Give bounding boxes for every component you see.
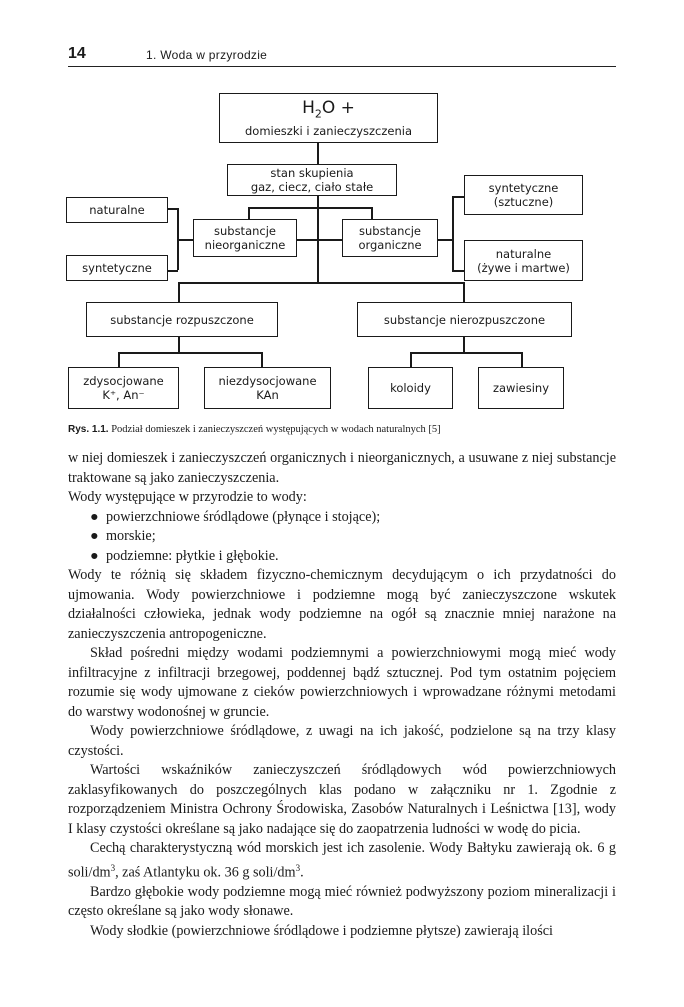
dissociated-box: zdysocjowane K⁺, An⁻ — [68, 367, 179, 409]
connector-line — [167, 208, 178, 210]
connector-line — [178, 282, 180, 302]
paragraph: Wody występujące w przyrodzie to wody: — [68, 489, 307, 505]
paragraph: w niej domieszek i zanieczyszczeń organicznych i nieorganicznych, a usuwane z niej substancje traktowane są jako zanieczyszczenia. — [68, 450, 616, 486]
connector-line — [118, 352, 120, 367]
paragraph: Bardzo głębokie wody podziemne mogą mieć również podwyższony poziom mineralizacji i często określane są jako wody słonawe. — [68, 883, 616, 920]
impurities-label: domieszki i zanieczyszczenia — [245, 124, 412, 139]
connector-line — [521, 352, 523, 367]
paragraph: Cechą charakterystyczną wód morskich jest ich zasolenie. Wody Bałtyku zawierają ok. 6 g soli/$dm^3$, zaś Atlantyku ok. 36 g soli/$dm^3$. — [68, 840, 616, 881]
connector-line — [167, 270, 178, 272]
figure-caption-text: Podział domieszek i zanieczyszczeń występujących w wodach naturalnych [5] — [111, 424, 441, 435]
connector-line — [178, 336, 180, 353]
connector-line — [178, 282, 464, 284]
figure-caption — [68, 424, 441, 435]
connector-line — [437, 239, 453, 241]
paragraph: Wody powierzchniowe śródlądowe, z uwagi na ich jakość, podzielone są na trzy klasy czystości. — [68, 723, 616, 759]
bullet-icon: ● — [90, 547, 99, 564]
paragraph: Wody słodkie (powierzchniowe śródlądowe i podziemne płytsze) zawierają ilości — [90, 922, 553, 939]
paragraph: Wody te różnią się składem fizyczno-chemicznym decydującym o ich przydatności do ujmowania. Wody powierzchniowe i podziemne mogą być zanieczyszczone wskutek działalności człowieka, jednak wody podziemne na ogół są znacznie mniej narażone na zanieczyszczenia antropogeniczne. — [68, 567, 616, 642]
list-item: ● morskie; — [68, 527, 616, 547]
bullet-icon: ● — [90, 528, 99, 544]
connector-line — [317, 142, 319, 164]
synthetic-left-box: syntetyczne — [66, 255, 168, 281]
undissociated-box: niezdysocjowane KAn — [204, 367, 331, 409]
natural-right-box: naturalne (żywe i martwe) — [464, 240, 583, 281]
state-of-matter-box: stan skupienia gaz, ciecz, ciało stałe — [227, 164, 397, 196]
paragraph: Wartości wskaźników zanieczyszczeń śródlądowych wód powierzchniowych zaklasyfikowanych do poszczególnych klas podano w załączniku nr 1. Zgodnie z rozporządzeniem Ministra Ochrony Środowiska, Zasobów Naturalnych i Leśnictwa [13], wody I klasy czystości określane są jako nadające się do zaopatrzenia ludności w wodę do picia. — [68, 762, 616, 837]
water-impurities-box — [219, 93, 438, 143]
body-text — [68, 449, 616, 941]
suspensions-box: zawiesiny — [478, 367, 564, 409]
connector-line — [118, 352, 262, 354]
colloids-box: koloidy — [368, 367, 453, 409]
connector-line — [410, 352, 522, 354]
list-item: ● podziemne: płytkie i głębokie. — [68, 547, 616, 567]
bullet-icon: ● — [90, 508, 99, 525]
connector-line — [452, 196, 454, 271]
water-formula: $H_2O$ + — [302, 97, 355, 121]
connector-line — [261, 352, 263, 367]
synthetic-right-box: syntetyczne (sztuczne) — [464, 175, 583, 215]
natural-left-box: naturalne — [66, 197, 168, 223]
soluble-substances-box: substancje rozpuszczone — [86, 302, 278, 337]
chapter-title: 1. Woda w przyrodzie — [146, 48, 268, 62]
list-item: ● powierzchniowe śródlądowe (płynące i stojące); — [68, 508, 616, 528]
water-types-list — [68, 508, 616, 567]
connector-line — [463, 282, 465, 302]
connector-line — [177, 239, 194, 241]
connector-line — [463, 336, 465, 353]
connector-line — [410, 352, 412, 367]
page-number: 14 — [68, 45, 86, 62]
insoluble-substances-box: substancje nierozpuszczone — [357, 302, 572, 337]
organic-substances-box: substancje organiczne — [342, 219, 438, 257]
connector-line — [248, 207, 250, 219]
paragraph: Skład pośredni między wodami podziemnymi a powierzchniowymi mogą mieć wody infiltracyjne z infiltracji brzegowej, poddennej bądź sztucznej. Pod tym ostatnim pojęciem rozumie się wody ujmowane z cieków powierzchniowych i wprowadzane różnymi metodami do warstwy wodonośnej w gruncie. — [68, 645, 616, 720]
connector-line — [296, 239, 344, 241]
connector-line — [248, 207, 372, 209]
inorganic-substances-box: substancje nieorganiczne — [193, 219, 297, 257]
figure-label: Rys. 1.1. — [68, 424, 109, 435]
classification-diagram — [0, 0, 684, 430]
connector-line — [371, 207, 373, 219]
